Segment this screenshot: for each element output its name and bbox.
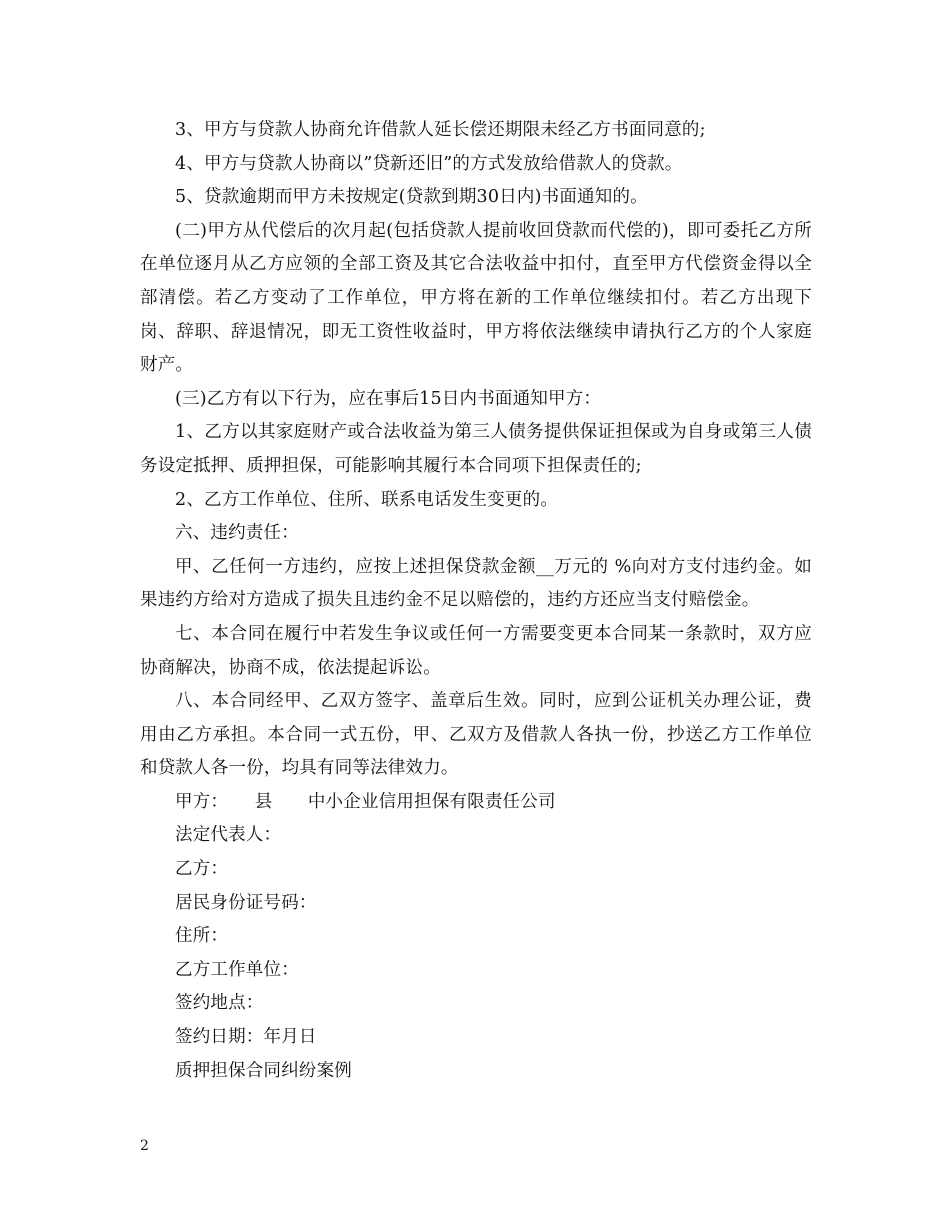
paragraph-clause-3: 3、甲方与贷款人协商允许借款人延长偿还期限未经乙方书面同意的; [175, 120, 706, 140]
paragraph-section-3-item-1: 1、乙方以其家庭财产或合法收益为第三人债务提供保证担保或为自身或第三人债务设定抵押、质押担保，可能影响其履行本合同项下担保责任的; [140, 422, 812, 476]
paragraph-section-3: (三)乙方有以下行为，应在事后15日内书面通知甲方： [175, 388, 602, 409]
paragraph-section-2: (二)甲方从代偿后的次月起(包括贷款人提前收回贷款而代偿的)，即可委托乙方所在单位逐月从乙方应领的全部工资及其它合法收益中扣付，直至甲方代偿资金得以全部清偿。若乙方变动了工作单位，甲方将在新的工作单位继续扣付。若乙方出现下岗、辞职、辞退情况，即无工资性收益时，甲方将依法继续申请执行乙方的个人家庭财产。 [140, 220, 812, 376]
paragraph-effectiveness: 八、本合同经甲、乙双方签字、盖章后生效。同时，应到公证机关办理公证，费用由乙方承担。本合同一式五份，甲、乙双方及借款人各执一份，抄送乙方工作单位和贷款人各一份，均具有同等法律效力。 [140, 691, 812, 779]
page-number: 2 [140, 1138, 149, 1154]
related-title: 质押担保合同纠纷案例 [175, 1060, 352, 1081]
heading-breach-liability: 六、违约责任： [175, 523, 299, 544]
signature-id-number: 居民身份证号码： [175, 892, 317, 913]
signature-employer: 乙方工作单位： [175, 959, 299, 980]
signature-address: 住所： [175, 926, 229, 947]
paragraph-clause-4: 4、甲方与贷款人协商以”贷新还旧”的方式发放给借款人的贷款。 [175, 153, 683, 174]
paragraph-breach-liability: 甲、乙任何一方违约，应按上述担保贷款金额__万元的 %向对方支付违约金。如果违约方给对方造成了损失且违约金不足以赔偿的，违约方还应当支付赔偿金。 [140, 556, 812, 611]
signature-date: 签约日期：年月日 [175, 1027, 317, 1048]
signature-party-b: 乙方： [175, 859, 229, 880]
signature-location: 签约地点： [175, 993, 264, 1014]
signature-party-a: 甲方： 县 中小企业信用担保有限责任公司 [175, 791, 556, 812]
signature-legal-representative: 法定代表人： [175, 825, 282, 846]
paragraph-section-3-item-2: 2、乙方工作单位、住所、联系电话发生变更的。 [175, 489, 559, 510]
paragraph-dispute-resolution: 七、本合同在履行中若发生争议或任何一方需要变更本合同某一条款时，双方应协商解决，协商不成，依法提起诉讼。 [140, 623, 812, 678]
paragraph-clause-5: 5、贷款逾期而甲方未按规定(贷款到期30日内)书面通知的。 [175, 187, 648, 208]
document-body [140, 114, 812, 1088]
